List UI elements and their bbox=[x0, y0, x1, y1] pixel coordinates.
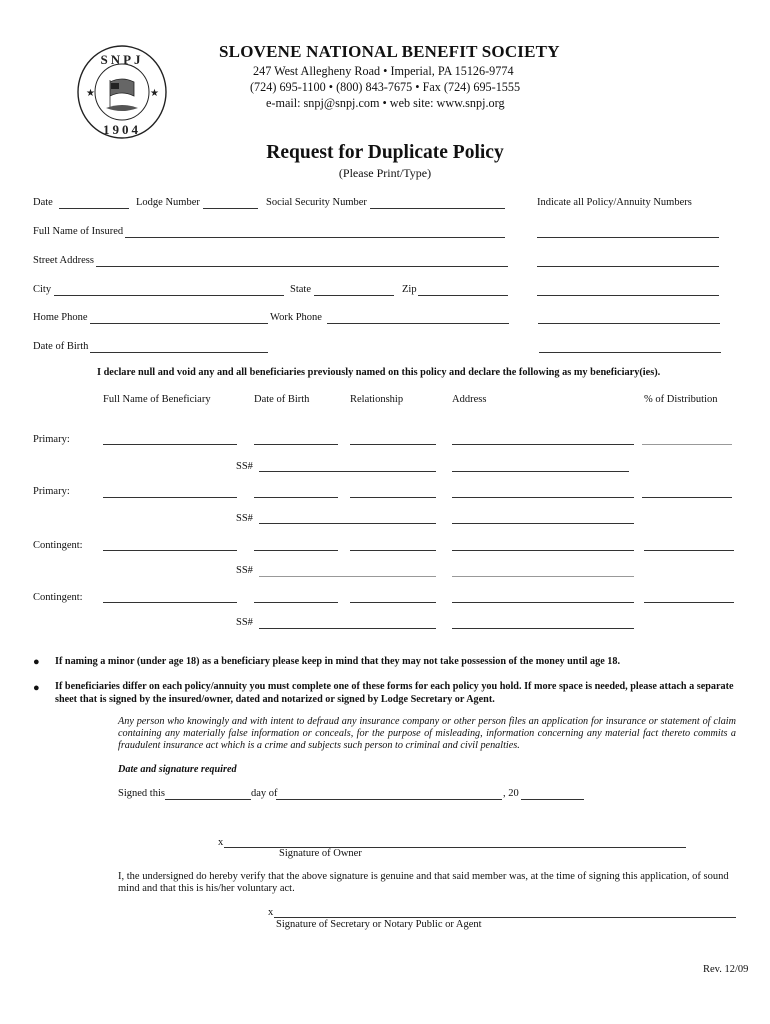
beneficiary-3-ss-field[interactable] bbox=[259, 576, 436, 577]
beneficiary-1-ss-field[interactable] bbox=[259, 471, 436, 472]
zip-label: Zip bbox=[402, 284, 417, 295]
beneficiary-4-distribution-field[interactable] bbox=[644, 602, 734, 603]
beneficiary-3-distribution-field[interactable] bbox=[644, 550, 734, 551]
signed-day-field[interactable] bbox=[165, 799, 251, 800]
seal-top-text: SNPJ bbox=[100, 52, 144, 67]
secretary-signature-field[interactable] bbox=[274, 917, 736, 918]
beneficiary-2-ss-extra-field[interactable] bbox=[452, 523, 634, 524]
svg-text:★: ★ bbox=[150, 88, 159, 99]
year-prefix-label: , 20 bbox=[503, 788, 519, 799]
form-subtitle: (Please Print/Type) bbox=[338, 166, 432, 180]
org-address: 247 West Allegheny Road • Imperial, PA 15126-9774 bbox=[253, 64, 514, 78]
owner-x-mark: x bbox=[218, 837, 224, 848]
beneficiary-4-dob-field[interactable] bbox=[254, 602, 338, 603]
signature-required-label: Date and signature required bbox=[118, 764, 237, 775]
home-phone-label: Home Phone bbox=[33, 312, 88, 323]
beneficiary-1-name-field[interactable] bbox=[103, 444, 237, 445]
signed-year-field[interactable] bbox=[521, 799, 584, 800]
bullet-icon: ● bbox=[33, 682, 40, 694]
beneficiary-3-name-field[interactable] bbox=[103, 550, 237, 551]
beneficiary-1-dob-field[interactable] bbox=[254, 444, 338, 445]
col-relationship: Relationship bbox=[350, 394, 404, 405]
form-title: Request for Duplicate Policy bbox=[266, 142, 504, 163]
org-name: SLOVENE NATIONAL BENEFIT SOCIETY bbox=[219, 42, 560, 61]
beneficiary-2-relationship-field[interactable] bbox=[350, 497, 436, 498]
beneficiary-2-name-field[interactable] bbox=[103, 497, 237, 498]
owner-signature-caption: Signature of Owner bbox=[279, 848, 362, 859]
beneficiary-1-ss-extra-field[interactable] bbox=[452, 471, 629, 472]
signed-month-field[interactable] bbox=[276, 799, 502, 800]
beneficiary-4-ss-field[interactable] bbox=[259, 628, 436, 629]
col-address: Address bbox=[452, 394, 487, 405]
home-phone-field[interactable] bbox=[90, 323, 268, 324]
beneficiary-1-distribution-field[interactable] bbox=[642, 444, 732, 445]
verification-text: I, the undersigned do hereby verify that the above signature is genuine and that said member was, at the time of signing this application, of sound mind and that this is his/her voluntary act. bbox=[118, 871, 729, 894]
beneficiary-4-ss-label: SS# bbox=[236, 617, 253, 628]
state-label: State bbox=[290, 284, 311, 295]
city-field[interactable] bbox=[54, 295, 284, 296]
beneficiary-3-dob-field[interactable] bbox=[254, 550, 338, 551]
policy-number-field-5[interactable] bbox=[539, 352, 721, 353]
beneficiary-row-label-3: Contingent: bbox=[33, 540, 83, 551]
day-of-label: day of bbox=[251, 788, 278, 799]
policy-number-field-2[interactable] bbox=[537, 266, 719, 267]
street-field[interactable] bbox=[96, 266, 508, 267]
beneficiary-2-ss-field[interactable] bbox=[259, 523, 436, 524]
policy-number-field-1[interactable] bbox=[537, 237, 719, 238]
street-label: Street Address bbox=[33, 255, 94, 266]
full-name-field[interactable] bbox=[125, 237, 505, 238]
bullet-icon: ● bbox=[33, 656, 40, 668]
beneficiary-1-address-field[interactable] bbox=[452, 444, 634, 445]
beneficiary-4-name-field[interactable] bbox=[103, 602, 237, 603]
fraud-warning: Any person who knowingly and with intent to defraud any insurance company or other person files an application for insurance or statement of claim containing any materially false information or conceals, for the purpose of misleading, information concerning any material fact thereto commits a fraudulent insurance act which is a crime and subjects such person to criminal and civil penalties. bbox=[118, 716, 736, 751]
beneficiary-2-distribution-field[interactable] bbox=[642, 497, 732, 498]
date-field[interactable] bbox=[59, 208, 129, 209]
policy-number-field-3[interactable] bbox=[537, 295, 719, 296]
policy-number-field-4[interactable] bbox=[538, 323, 720, 324]
col-beneficiary-dob: Date of Birth bbox=[254, 394, 310, 405]
ssn-label: Social Security Number bbox=[266, 197, 367, 208]
ssn-field[interactable] bbox=[370, 208, 505, 209]
beneficiary-2-dob-field[interactable] bbox=[254, 497, 338, 498]
dob-field[interactable] bbox=[90, 352, 268, 353]
col-beneficiary-name: Full Name of Beneficiary bbox=[103, 394, 211, 405]
beneficiary-4-address-field[interactable] bbox=[452, 602, 634, 603]
seal-year-text: 1904 bbox=[103, 122, 141, 137]
secretary-x-mark: x bbox=[268, 907, 274, 918]
svg-text:★: ★ bbox=[86, 88, 95, 99]
beneficiary-2-ss-label: SS# bbox=[236, 513, 253, 524]
note-minor: If naming a minor (under age 18) as a beneficiary please keep in mind that they may not take possession of the money until age 18. bbox=[55, 656, 621, 667]
beneficiary-1-relationship-field[interactable] bbox=[350, 444, 436, 445]
zip-field[interactable] bbox=[418, 295, 508, 296]
beneficiary-3-ss-extra-field[interactable] bbox=[452, 576, 634, 577]
state-field[interactable] bbox=[314, 295, 394, 296]
beneficiary-3-address-field[interactable] bbox=[452, 550, 634, 551]
city-label: City bbox=[33, 284, 52, 295]
col-distribution: % of Distribution bbox=[644, 394, 718, 405]
beneficiary-2-address-field[interactable] bbox=[452, 497, 634, 498]
note-differ: If beneficiaries differ on each policy/annuity you must complete one of these forms for each policy you hold. If more space is needed, please attach a separate sheet that is signed by the insured/owner, dated and notarized or signed by Lodge Secretary or Agent. bbox=[55, 681, 734, 705]
lodge-number-field[interactable] bbox=[203, 208, 258, 209]
beneficiary-4-ss-extra-field[interactable] bbox=[452, 628, 634, 629]
work-phone-field[interactable] bbox=[327, 323, 509, 324]
beneficiary-row-label-1: Primary: bbox=[33, 434, 70, 445]
secretary-signature-caption: Signature of Secretary or Notary Public or Agent bbox=[276, 919, 482, 930]
org-phones: (724) 695-1100 • (800) 843-7675 • Fax (724) 695-1555 bbox=[250, 80, 521, 94]
beneficiary-1-ss-label: SS# bbox=[236, 461, 253, 472]
date-label: Date bbox=[33, 197, 53, 208]
policy-numbers-label: Indicate all Policy/Annuity Numbers bbox=[537, 197, 692, 208]
beneficiary-row-label-4: Contingent: bbox=[33, 592, 83, 603]
signed-this-label: Signed this bbox=[118, 788, 165, 799]
dob-label: Date of Birth bbox=[33, 341, 89, 352]
beneficiary-4-relationship-field[interactable] bbox=[350, 602, 436, 603]
org-contact: e-mail: snpj@snpj.com • web site: www.snpj.org bbox=[266, 96, 505, 110]
beneficiary-3-ss-label: SS# bbox=[236, 565, 253, 576]
snpj-seal-logo bbox=[76, 44, 168, 140]
beneficiary-3-relationship-field[interactable] bbox=[350, 550, 436, 551]
work-phone-label: Work Phone bbox=[270, 312, 322, 323]
full-name-label: Full Name of Insured bbox=[33, 226, 124, 237]
beneficiary-row-label-2: Primary: bbox=[33, 486, 70, 497]
revision-label: Rev. 12/09 bbox=[703, 964, 749, 975]
declaration-text: I declare null and void any and all beneficiaries previously named on this policy and declare the following as my beneficiary(ies). bbox=[97, 367, 661, 378]
lodge-number-label: Lodge Number bbox=[136, 197, 200, 208]
